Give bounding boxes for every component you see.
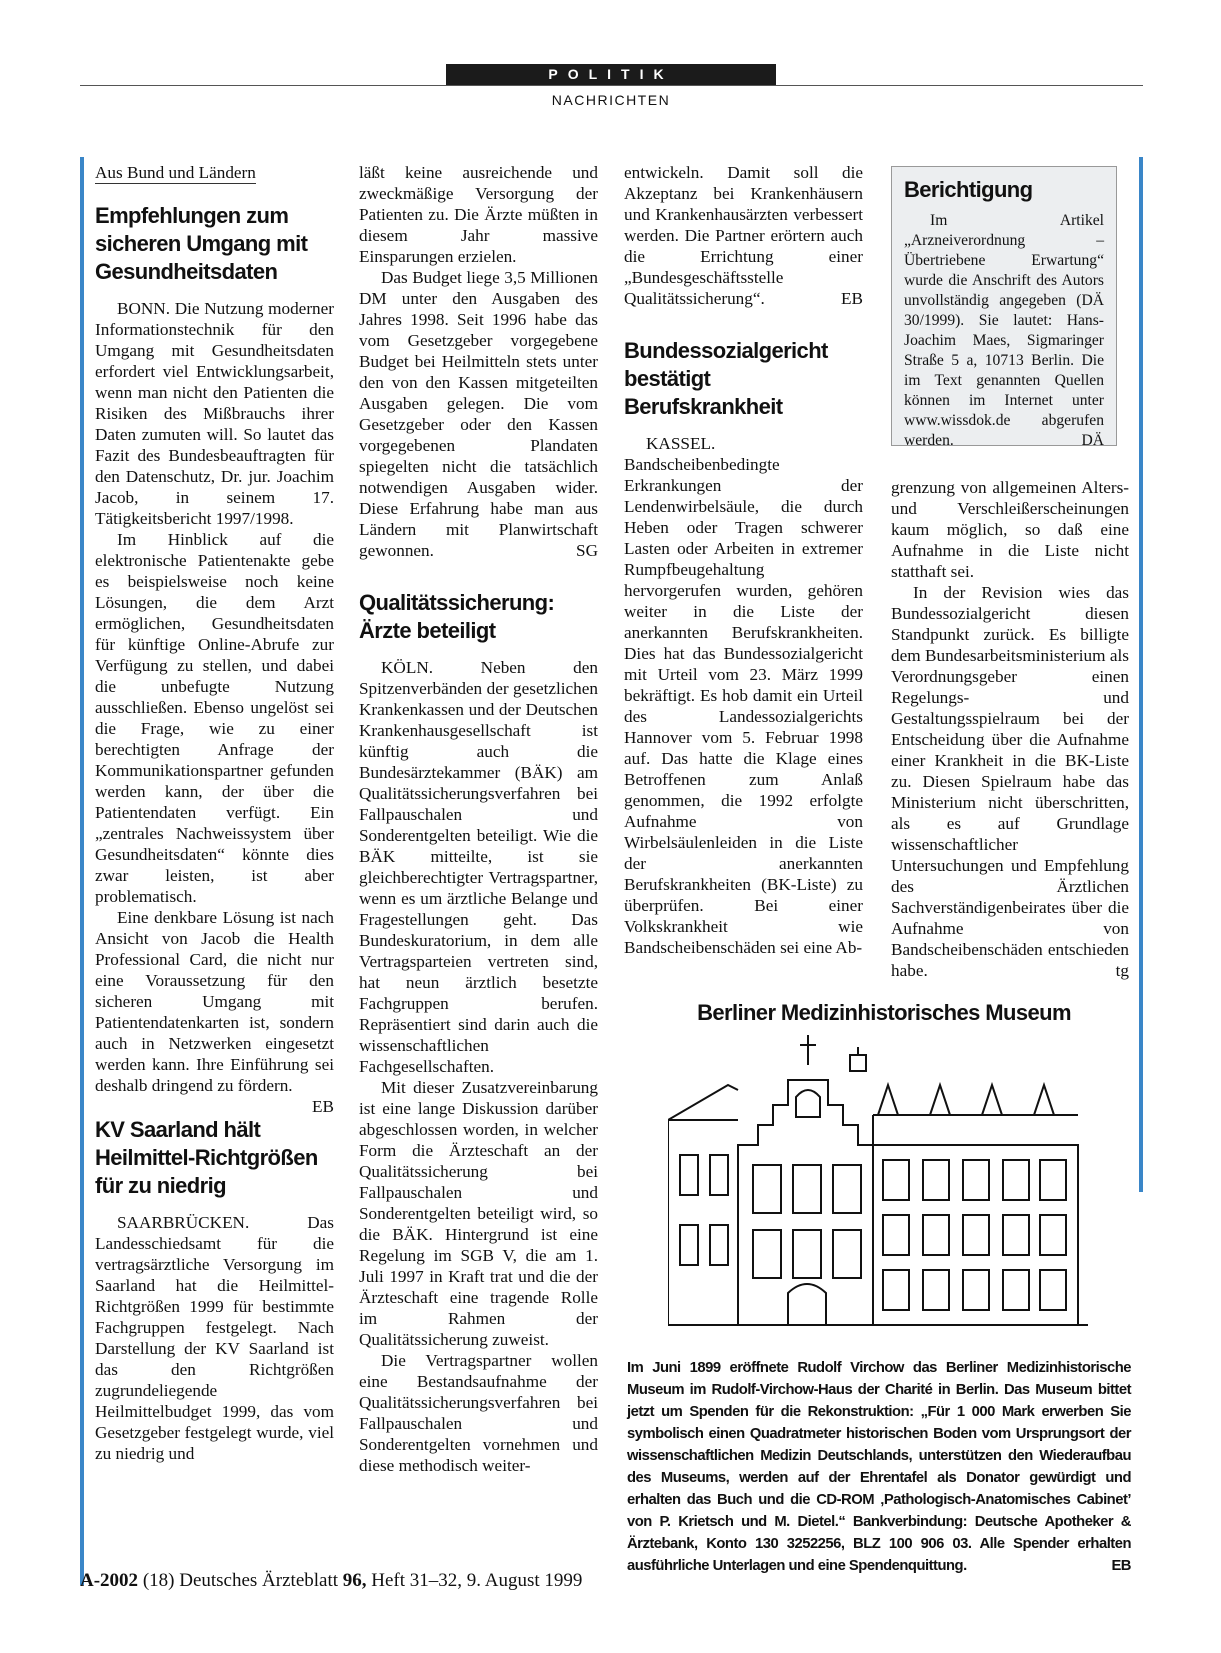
page-footer: [80, 1570, 582, 1592]
article-2-paragraph: läßt keine ausreichende und zweckmäßige Versorgung der Patienten zu. Die Ärzte müßten in diesem Jahr massive Einsparungen erzielen.: [359, 163, 598, 266]
article-1-signature: EB: [312, 1097, 334, 1116]
left-accent-bar: [80, 157, 84, 1585]
article-1-paragraph: Eine denkbare Lösung ist nach Ansicht von Jacob die Health Professional Card, die nicht nur eine Voraussetzung für den sicheren Umgang mit Patientendatenkarten ist, sondern auch in Netzwerken eingesetzt werden kann. Ihre Einführung sei deshalb dringend zu fördern. EB: [95, 908, 334, 1116]
museum-caption: Im Juni 1899 eröffnete Rudolf Virchow das Berliner Medizinhistorische Museum im Rudolf-Virchow-Haus der Charité in Berlin. Das Museum bittet jetzt um Spenden für die Rekonstruktion: „Für 1 000 Mark erwerben Sie symbolisch einen Quadratmeter historischen Boden vom Ursprungsort der wissenschaftlichen Medizin Deutschlands, unterstützen den Wiederaufbau des Museums, werden auf der Ehrentafel als Donator gewürdigt und erhalten das Buch und die CD-ROM ‚Pathologisch-Anatomisches Cabinet’ von P. Krietsch und M. Dietel.“ Bankverbindung: Deutsche Apotheker & Ärztebank, Konto 130 3252256, BLZ 100 906 03. Alle Spender erhalten ausführliche Unterlagen und eine Spendenquittung. EB: [627, 1357, 1131, 1577]
section-bar: POLITIK: [446, 64, 776, 85]
article-3-paragraph: Die Vertragspartner wollen eine Bestandsaufnahme der Qualitätssicherungsverfahren bei Fallpauschalen und Sonderentgelten vornehmen und diese methodisch weiter-: [359, 1351, 598, 1475]
article-1-paragraph: BONN. Die Nutzung moderner Informationstechnik für den Umgang mit Gesundheitsdaten erfordert viel Entwicklungsarbeit, wenn man nicht den Patienten die Risiken des Mißbrauchs ihrer Daten zumuten will. So lautet das Fazit des Bundesbeauftragten für den Datenschutz, Dr. jur. Joachim Jacob, in seinem 17. Tätigkeitsbericht 1997/1998.: [95, 299, 334, 528]
article-3-paragraph: entwickeln. Damit soll die Akzeptanz bei Krankenhäusern und Krankenhausärzten verbessert werden. Die Partner erörtern auch die Errichtung einer „Bundesgeschäftsstelle Qualitätssicherung“. EB: [624, 163, 863, 308]
article-2-paragraph: Das Budget liege 3,5 Millionen DM unter den Ausgaben des Jahres 1998. Seit 1996 habe das vom Gesetzgeber vorgegebene Budget bei Heilmitteln stets unter den von den Kassen mitgeteilten Ausgaben gelegen. Die vom Gesetzgeber oder den Kassen vorgegebenen Plandaten spiegelten nicht die tatsächlich notwendigen Ausgaben wider. Diese Erfahrung habe man aus Ländern mit Planwirtschaft gewonnen. SG: [359, 268, 598, 560]
article-3-paragraph: Mit dieser Zusatzvereinbarung ist eine lange Diskussion darüber abgeschlossen worden, in welcher Form die Ärzteschaft an der Qualitätssicherung bei Fallpauschalen und Sonderentgelten beteiligt wird, so die BÄK. Hintergrund ist eine Regelung im SGB V, die am 1. Juli 1997 in Kraft trat und die der Ärzteschaft eine tragende Rolle im Rahmen der Qualitätssicherung zuweist.: [359, 1078, 598, 1349]
correction-box: [891, 166, 1117, 449]
header-rule: [80, 85, 1143, 86]
correction-signature: DÄ: [1081, 432, 1104, 449]
museum-title: Berliner Medizinhistorisches Museum: [697, 1000, 1071, 1025]
page-number: A-2002: [80, 1570, 139, 1591]
article-2-signature: SG: [576, 541, 598, 560]
article-4-paragraph: grenzung von allgemeinen Alters- und Verschleißerscheinungen kaum möglich, so daß eine Aufnahme in die Liste nicht statthaft sei.: [891, 478, 1129, 581]
headline-article-1: Empfehlungen zum sicheren Umgang mit Gesundheitsdaten: [95, 203, 308, 284]
article-4-signature: tg: [1115, 961, 1129, 980]
museum-building-illustration: [668, 1025, 1090, 1340]
headline-article-2: KV Saarland hält Heilmittel-Richtgrößen für zu niedrig: [95, 1117, 318, 1198]
correction-title: Berichtigung: [904, 177, 1033, 202]
headline-article-4: Bundessozialgericht bestätigt Berufskrankheit: [624, 338, 828, 419]
column-2: [359, 162, 598, 1476]
right-accent-bar: [1139, 157, 1143, 1192]
article-2-paragraph: SAARBRÜCKEN. Das Landesschiedsamt für die vertragsärztliche Versorgung im Saarland hat die Heilmittel-Richtgrößen 1999 für bestimmte Fachgruppen festgelegt. Nach Darstellung der KV Saarland ist das den Richtgrößen zugrundeliegende Heilmittelbudget 1999, das vom Gesetzgeber festgelegt wurde, viel zu niedrig und: [95, 1213, 334, 1463]
article-4-paragraph: KASSEL. Bandscheibenbedingte Erkrankungen der Lendenwirbelsäule, die durch Heben oder Tragen schwerer Lasten oder Arbeiten in extremer Rumpfbeugehaltung hervorgerufen wurden, gehören weiter in die Liste der anerkannten Berufskrankheiten. Dies hat das Bundessozialgericht mit Urteil vom 23. März 1999 bekräftigt. Es hob damit ein Urteil des Landessozialgerichts Hannover vom 5. Februar 1998 auf. Das hatte die Klage eines Betroffenen zum Anlaß genommen, die 1992 erfolgte Aufnahme von Wirbelsäulenleiden in die Liste der anerkannten Berufskrankheiten (BK-Liste) zu überprüfen. Bei einer Volkskrankheit wie Bandscheibenschäden sei eine Ab-: [624, 434, 863, 957]
article-3-signature: EB: [841, 289, 863, 308]
column-4: [891, 477, 1129, 981]
subsection-label: NACHRICHTEN: [551, 92, 671, 108]
article-3-paragraph: KÖLN. Neben den Spitzenverbänden der gesetzlichen Krankenkassen und der Deutschen Krankenhausgesellschaft ist künftig auch die Bundesärztekammer (BÄK) am Qualitätssicherungsverfahren bei Fallpauschalen und Sonderentgelten beteiligt. Wie die BÄK mitteilte, ist sie gleichberechtigter Vertragspartner, wenn es um ärztliche Belange und Fragestellungen geht. Das Bundeskuratorium, in dem alle Vertragsparteien vertreten sind, hat neun ärztlich besetzte Fachgruppen berufen. Repräsentiert sind darin auch die wissenschaftlichen Fachgesellschaften.: [359, 658, 598, 1076]
article-1-paragraph: Im Hinblick auf die elektronische Patientenakte gebe es beispielsweise noch keine Lösungen, die dem Arzt ermöglichen, Gesundheitsdaten für künftige Online-Abrufe zur Verfügung zu stellen, und dabei die unbefugte Nutzung ausschließen. Ebenso ungelöst sei die Frage, wie zu einer berechtigten Anfrage der Kommunikationspartner gefunden werden kann, der über die Patientendaten verfügt. Ein „zentrales Nachweissystem über Gesundheitsdaten“ könnte dies zwar leisten, ist aber problematisch.: [95, 530, 334, 906]
museum-signature: EB: [1111, 1558, 1131, 1574]
issue-date: Heft 31–32, 9. August 1999: [371, 1570, 583, 1591]
kicker: Aus Bund und Ländern: [95, 163, 256, 182]
correction-text: Im Artikel „Arzneiverordnung – Übertriebene Erwartung“ wurde die Anschrift des Autors unvollständig angegeben (DÄ 30/1999). Sie lautet: Hans-Joachim Maes, Sigmaringer Straße 5 a, 10713 Berlin. Die im Text genannten Quellen können im Internet unter www.wissdok.de abgerufen werden. DÄ: [904, 212, 1104, 449]
column-1: [95, 162, 334, 1464]
article-4-paragraph: In der Revision wies das Bundessozialgericht diesen Standpunkt zurück. Es billigte dem Bundesarbeitsministerium als Verordnungsgeber einen Regelungs- und Gestaltungsspielraum bei der Entscheidung über die Aufnahme einer Krankheit in die BK-Liste zu. Diesen Spielraum habe das Ministerium nicht überschritten, als es auf Grundlage wissenschaftlicher Untersuchungen und Empfehlung des Ärztlichen Sachverständigenbeirates über die Aufnahme von Bandscheibenschäden entschieden habe. tg: [891, 583, 1129, 980]
volume-number: 96,: [342, 1570, 367, 1591]
column-3: [624, 162, 863, 958]
issue-prefix: (18) Deutsches Ärzteblatt: [142, 1570, 339, 1591]
headline-article-3: Qualitätssicherung: Ärzte beteiligt: [359, 590, 555, 643]
